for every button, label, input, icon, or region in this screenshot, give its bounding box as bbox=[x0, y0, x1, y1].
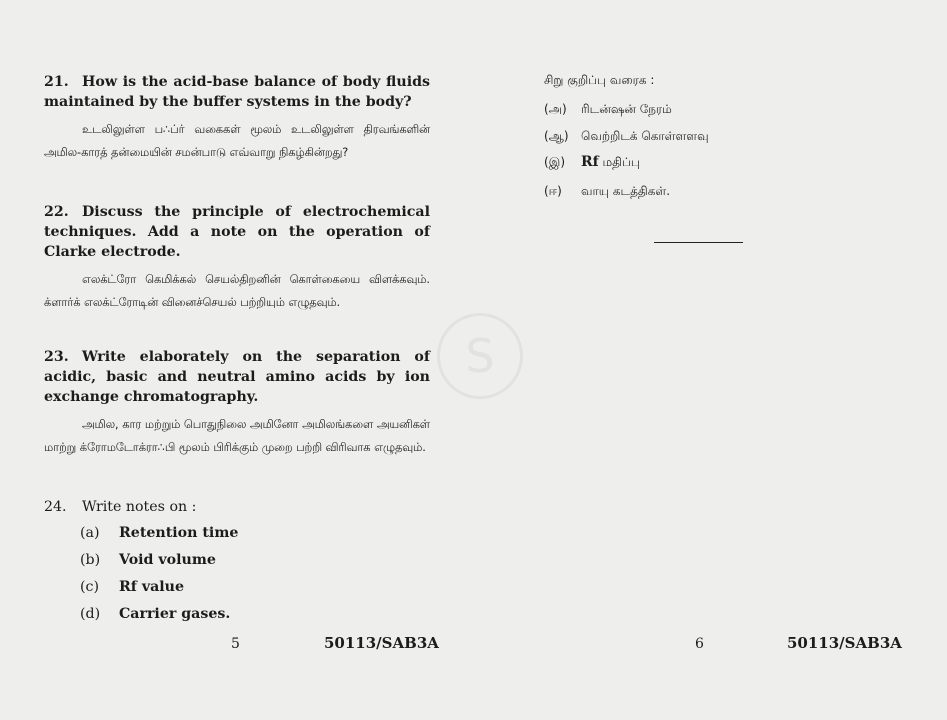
right-item-label: (அ) bbox=[544, 102, 567, 116]
sub-item-text: Carrier gases. bbox=[119, 606, 231, 622]
right-item-text: வாயு கடத்திகள். bbox=[581, 184, 671, 198]
right-item-text: ரிடன்ஷன் நேரம் bbox=[581, 102, 672, 116]
sub-item-text: Retention time bbox=[119, 525, 239, 541]
right-heading: சிறு குறிப்பு வரைக : bbox=[544, 73, 655, 87]
question-number: 22. bbox=[44, 204, 69, 220]
sub-item bbox=[80, 606, 230, 622]
watermark-logo: S bbox=[437, 313, 523, 399]
page-number: 6 bbox=[695, 636, 704, 652]
question-tamil: எலக்ட்ரோ கெமிக்கல் செயல்திறனின் கொள்கையை விளக்கவும். க்ளார்க் எலக்ட்ரோடின் வினைச்செயல் பற்றியும் எழுதவும். bbox=[44, 273, 430, 309]
right-item-label: (இ) bbox=[544, 155, 566, 169]
sub-item-label: (d) bbox=[80, 606, 101, 622]
right-item-english: Rf bbox=[581, 154, 599, 170]
end-rule bbox=[654, 242, 743, 243]
question-title: Write notes on : bbox=[82, 499, 197, 515]
sub-item-text: Void volume bbox=[119, 552, 216, 568]
right-item bbox=[544, 129, 709, 145]
question-number: 23. bbox=[44, 349, 69, 365]
right-item bbox=[544, 154, 640, 171]
left-page bbox=[0, 0, 470, 720]
paper-code: 50113/SAB3A bbox=[787, 634, 902, 652]
question-english: Discuss the principle of electrochemical techniques. Add a note on the operation of Clarke electrode. bbox=[44, 204, 430, 260]
sub-item-label: (c) bbox=[80, 579, 100, 595]
right-item-text: மதிப்பு bbox=[602, 155, 640, 169]
sub-item bbox=[80, 525, 238, 541]
page-number: 5 bbox=[231, 636, 240, 652]
right-item bbox=[544, 102, 672, 118]
question-english: Write elaborately on the separation of acidic, basic and neutral amino acids by ion exchange chromatography. bbox=[44, 349, 430, 405]
sub-item-label: (a) bbox=[80, 525, 100, 541]
sub-item-text: Rf value bbox=[119, 579, 185, 595]
question-23 bbox=[44, 347, 430, 459]
question-21 bbox=[44, 72, 430, 164]
question-number: 24. bbox=[44, 499, 67, 515]
question-english: How is the acid-base balance of body fluids maintained by the buffer systems in the body? bbox=[44, 74, 430, 110]
right-item-label: (ஈ) bbox=[544, 184, 562, 198]
paper-code: 50113/SAB3A bbox=[324, 634, 439, 652]
question-24 bbox=[44, 497, 430, 517]
question-tamil: உடலிலுள்ள ப∴ப்ர் வகைகள் மூலம் உடலிலுள்ள திரவங்களின் அமில-காரத் தன்மையின் சமன்பாடு எவ்வாறு நிகழ்கின்றது? bbox=[44, 123, 430, 159]
right-item bbox=[544, 184, 670, 200]
sub-item bbox=[80, 579, 184, 595]
right-item-text: வெற்றிடக் கொள்ளளவு bbox=[581, 129, 709, 143]
sub-item-label: (b) bbox=[80, 552, 101, 568]
question-number: 21. bbox=[44, 74, 69, 90]
sub-item bbox=[80, 552, 216, 568]
right-item-label: (ஆ) bbox=[544, 129, 569, 143]
question-22 bbox=[44, 202, 430, 314]
question-tamil: அமில, கார மற்றும் பொதுநிலை அமினோ அமிலங்களை அயனிகள் மாற்று க்ரோமடோக்ரா∴பி மூலம் பிரிக்கும் முறை பற்றி விரிவாக எழுதவும். bbox=[44, 418, 430, 454]
